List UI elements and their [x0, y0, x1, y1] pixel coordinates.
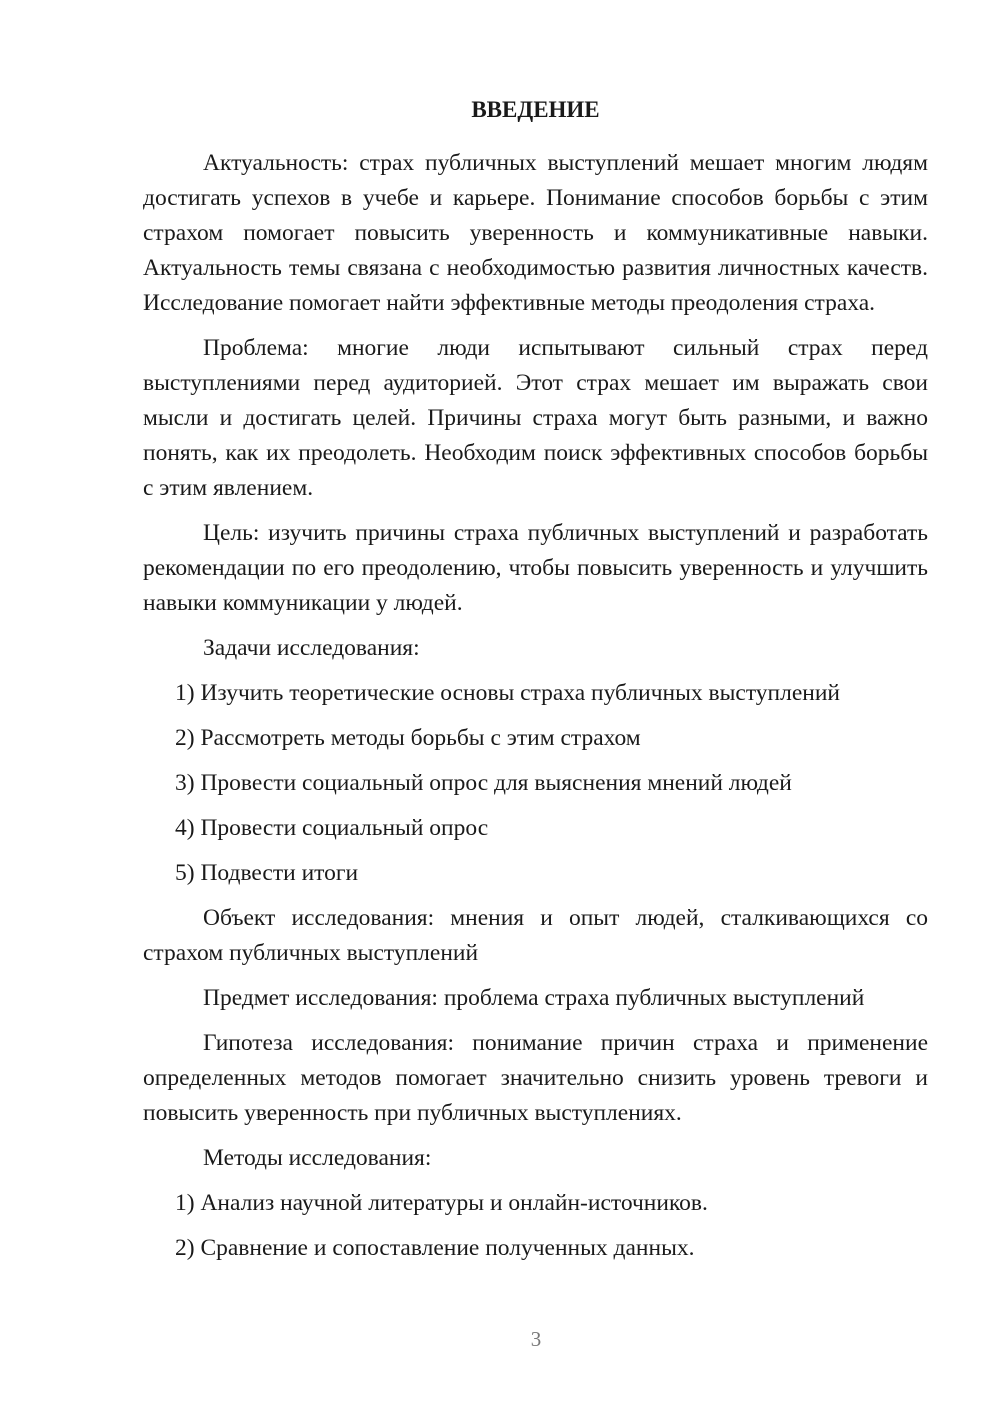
- problem-paragraph: Проблема: многие люди испытывают сильный страх перед выступлениями перед аудиторией. Этот страх мешает им выражать свои мысли и достигать целей. Причины страха могут быть разными, и важно понять, как их преодолеть. Необходим поиск эффективных способов борьбы с этим явлением.: [143, 335, 928, 501]
- goal-paragraph: Цель: изучить причины страха публичных выступлений и разработать рекомендации по его преодолению, чтобы повысить уверенность и улучшить навыки коммуникации у людей.: [143, 520, 928, 616]
- document-page: [143, 92, 928, 1276]
- method-item-1: 1) Анализ научной литературы и онлайн-источников.: [175, 1190, 708, 1216]
- object-paragraph: Объект исследования: мнения и опыт людей, сталкивающихся со страхом публичных выступлений: [143, 905, 928, 966]
- methods-label: Методы исследования:: [203, 1145, 432, 1171]
- task-item-3: 3) Провести социальный опрос для выяснения мнений людей: [175, 770, 792, 796]
- page-number: 3: [530, 1327, 542, 1351]
- task-item-2: 2) Рассмотреть методы борьбы с этим страхом: [175, 725, 641, 751]
- task-item-5: 5) Подвести итоги: [175, 860, 359, 886]
- task-item-1: 1) Изучить теоретические основы страха публичных выступлений: [175, 680, 841, 706]
- method-item-2: 2) Сравнение и сопоставление полученных данных.: [175, 1235, 695, 1261]
- page-title: ВВЕДЕНИЕ: [471, 97, 600, 122]
- tasks-label: Задачи исследования:: [203, 635, 420, 661]
- subject-paragraph: Предмет исследования: проблема страха публичных выступлений: [203, 985, 865, 1011]
- relevance-paragraph: Актуальность: страх публичных выступлений мешает многим людям достигать успехов в учебе и карьере. Понимание способов борьбы с этим страхом помогает повысить уверенность и коммуникативные навыки. Актуальность темы связана с необходимостью развития личностных качеств. Исследование помогает найти эффективные методы преодоления страха.: [143, 150, 928, 316]
- hypothesis-paragraph: Гипотеза исследования: понимание причин страха и применение определенных методов помогает значительно снизить уровень тревоги и повысить уверенность при публичных выступлениях.: [143, 1030, 928, 1126]
- task-item-4: 4) Провести социальный опрос: [175, 815, 489, 841]
